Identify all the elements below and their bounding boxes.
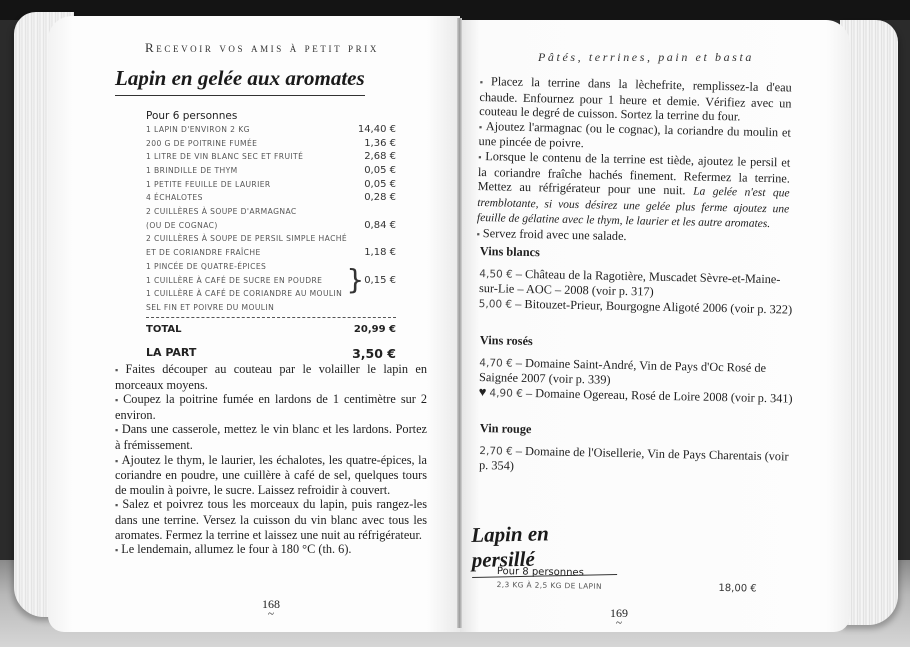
- ingredient-row: [146, 274, 342, 288]
- recipe-step: [115, 453, 427, 498]
- bullet-icon: ▪: [115, 545, 119, 556]
- step-text: Coupez la poitrine fumée en lardons de 1 centimètre sur 2 environ.: [115, 392, 427, 422]
- recipe-steps-right: [476, 74, 791, 248]
- page-number-text: 168: [262, 597, 280, 611]
- ingredient-row: [146, 137, 396, 151]
- ingredient-list: [146, 110, 396, 361]
- total-row: [146, 322, 396, 338]
- ingredient-name: 1 CUILLÈRE À CAFÉ DE SUCRE EN POUDRE: [146, 275, 323, 285]
- ingredient-row: [146, 246, 396, 260]
- tilde-ornament: ~: [616, 617, 622, 629]
- step-note: La gelée n'est que tremblotante, si vous désirez une gelée plus ferme ajoutez une feuille de gélatine avec le thym, le laurier et les autre aromates.: [476, 185, 790, 231]
- ingredient-name: 2,3 KG À 2,5 KG DE LAPIN: [496, 579, 603, 591]
- ingredient-name: 1 BRINDILLE DE THYM: [146, 166, 238, 176]
- recipe-step: [115, 422, 427, 452]
- step-text: Ajoutez le thym, le laurier, les échalotes, les quatre-épices, la coriandre en poudre, une cuillère à café de sel, quelques tours de moulin à poivre, le sucre. Laissez refroidir à couvert.: [115, 452, 427, 497]
- ingredient-price: 0,84 €: [364, 219, 396, 231]
- next-recipe-title: Lapin en persillé: [471, 520, 617, 578]
- wine-description: – Bitouzet-Prieur, Bourgogne Aligoté 2006 (voir p. 322): [512, 296, 793, 317]
- group-price: 0,15 €: [364, 274, 396, 286]
- ingredient-name: 1 CUILLÈRE À CAFÉ DE CORIANDRE AU MOULIN: [146, 289, 343, 299]
- ingredient-name: 4 ÉCHALOTES: [146, 193, 203, 203]
- bullet-icon: ▪: [115, 395, 121, 406]
- per-person-value: 3,50 €: [352, 345, 396, 361]
- next-recipe-ingredients: [497, 566, 757, 596]
- page-number-text: 169: [610, 606, 628, 620]
- wine-price: 4,70 €: [479, 356, 513, 370]
- ingredient-row: [146, 191, 396, 205]
- recipe-step: [477, 149, 791, 232]
- step-text: Placez la terrine dans la lèchefrite, remplissez-la d'eau chaude. Enfournez pour 1 heure et demie. Vérifiez avec un couteau le degré de cuisson. Sortez la terrine du four.: [479, 74, 792, 124]
- ingredient-row: [146, 233, 396, 247]
- ingredient-row: [146, 178, 396, 192]
- ingredient-row: [146, 123, 396, 137]
- recipe-step: [115, 542, 427, 558]
- wine-price: 4,90 €: [489, 386, 523, 400]
- bullet-icon: ▪: [476, 228, 480, 239]
- step-text: Lorsque le contenu de la terrine est tiède, ajoutez le persil et la coriandre fraîche hachés finement. Refermez la terrine. Mettez au réfrigérateur pour une nuit.: [477, 149, 791, 198]
- running-head-right: Pâtés, terrines, pain et basta: [538, 50, 754, 64]
- recipe-step: [115, 362, 427, 392]
- bullet-icon: ▪: [115, 425, 119, 436]
- heart-icon: ♥: [478, 383, 487, 399]
- bullet-icon: ▪: [478, 151, 483, 163]
- recipe-steps-left: [115, 362, 427, 558]
- wine-description: – Château de la Ragotière, Muscadet Sèvre-et-Maine-sur-Lie – AOC – 2008 (voir p. 317): [478, 266, 781, 299]
- bullet-icon: ▪: [479, 76, 489, 88]
- recipe-step: [479, 74, 792, 125]
- recipe-title: Lapin en gelée aux aromates: [115, 66, 365, 96]
- total-value: 20,99 €: [353, 323, 396, 335]
- ingredient-name: 1 PINCÉE DE QUATRE-ÉPICES: [146, 261, 267, 271]
- book-gutter: [457, 18, 462, 628]
- ingredient-name: 2 CUILLÈRES À SOUPE DE PERSIL SIMPLE HACHÉ: [146, 234, 348, 244]
- step-text: Dans une casserole, mettez le vin blanc et les lardons. Portez à frémissement.: [115, 422, 427, 452]
- ingredient-price: 18,00 €: [718, 582, 757, 595]
- ingredient-row: [146, 301, 396, 315]
- wine-description: – Domaine Saint-André, Vin de Pays d'Oc Rosé de Saignée 2007 (voir p. 339): [478, 355, 767, 387]
- step-text: Servez froid avec une salade.: [482, 226, 627, 244]
- ingredient-name: ET DE CORIANDRE FRAÎCHE: [146, 248, 261, 258]
- ingredient-name: 1 LAPIN D'ENVIRON 2 KG: [146, 124, 250, 134]
- ingredient-name: 200 G DE POITRINE FUMÉE: [146, 138, 258, 148]
- ingredient-row: [146, 219, 396, 233]
- step-text: Salez et poivrez tous les morceaux du lapin, puis rangez-les dans une terrine. Versez la cuisson du vin blanc avec tous les aromates. Fermez la terrine et laissez une nuit au réfrigérateur.: [115, 497, 427, 542]
- ingredient-price: 2,68 €: [364, 151, 396, 163]
- ingredient-name: 1 LITRE DE VIN BLANC SEC ET FRUITÉ: [146, 152, 304, 162]
- wine-section-rose: [479, 333, 795, 407]
- ingredient-row: [146, 287, 342, 301]
- wine-section-white: [479, 244, 795, 318]
- ingredient-row: [146, 205, 396, 219]
- ingredient-price: 14,40 €: [357, 123, 396, 135]
- wine-description: – Domaine Ogereau, Rosé de Loire 2008 (voir p. 341): [522, 385, 793, 406]
- per-person-label: LA PART: [146, 345, 197, 359]
- per-person-row: [146, 346, 396, 361]
- bullet-icon: ▪: [115, 455, 119, 466]
- recipe-step: [115, 392, 427, 422]
- wine-heading: Vin rouge: [479, 421, 532, 437]
- ingredient-price: 0,28 €: [364, 192, 396, 204]
- ingredient-row: [146, 150, 396, 164]
- page-number-left: [256, 597, 286, 620]
- total-label: TOTAL: [146, 323, 182, 335]
- recipe-step: [115, 497, 427, 542]
- ingredient-price: 0,05 €: [364, 165, 396, 177]
- page-number-right: [604, 606, 634, 629]
- divider: [146, 317, 396, 318]
- wine-heading: Vins blancs: [479, 244, 541, 260]
- step-text: Ajoutez l'armagnac (ou le cognac), la coriandre du moulin et une pincée de poivre.: [478, 118, 791, 151]
- ingredient-price: 0,05 €: [364, 178, 396, 190]
- wine-price: 5,00 €: [478, 297, 513, 311]
- servings: Pour 8 personnes: [496, 566, 584, 579]
- ingredient-row: [146, 164, 396, 178]
- bullet-icon: ▪: [115, 365, 123, 375]
- ingredient-row: [146, 260, 342, 274]
- wine-price: 4,50 €: [479, 267, 513, 281]
- wine-heading: Vins rosés: [479, 333, 533, 349]
- servings: Pour 6 personnes: [146, 110, 238, 122]
- ingredient-name: 1 PETITE FEUILLE DE LAURIER: [146, 179, 271, 189]
- step-text: Le lendemain, allumez le four à 180 °C (th. 6).: [121, 542, 352, 557]
- ingredient-name: 2 CUILLÈRES À SOUPE D'ARMAGNAC: [146, 207, 297, 217]
- running-head-left: Recevoir vos amis à petit prix: [145, 40, 379, 55]
- ingredient-group: [146, 260, 396, 301]
- step-text: Faites découper au couteau par le volailler le lapin en morceaux moyens.: [115, 362, 427, 392]
- wine-section-red: [479, 421, 795, 479]
- tilde-ornament: ~: [268, 608, 274, 620]
- bullet-icon: ▪: [115, 500, 120, 511]
- bullet-icon: ▪: [478, 121, 483, 132]
- ingredient-price: 1,36 €: [364, 137, 396, 149]
- ingredient-name: SEL FIN ET POIVRE DU MOULIN: [146, 302, 275, 312]
- ingredient-price: 1,18 €: [364, 247, 396, 259]
- brace-icon: }: [346, 263, 365, 297]
- wine-price: 2,70 €: [479, 444, 513, 458]
- wine-description: – Domaine de l'Oisellerie, Vin de Pays Charentais (voir p. 354): [478, 443, 789, 473]
- ingredient-name: (OU DE COGNAC): [146, 220, 218, 230]
